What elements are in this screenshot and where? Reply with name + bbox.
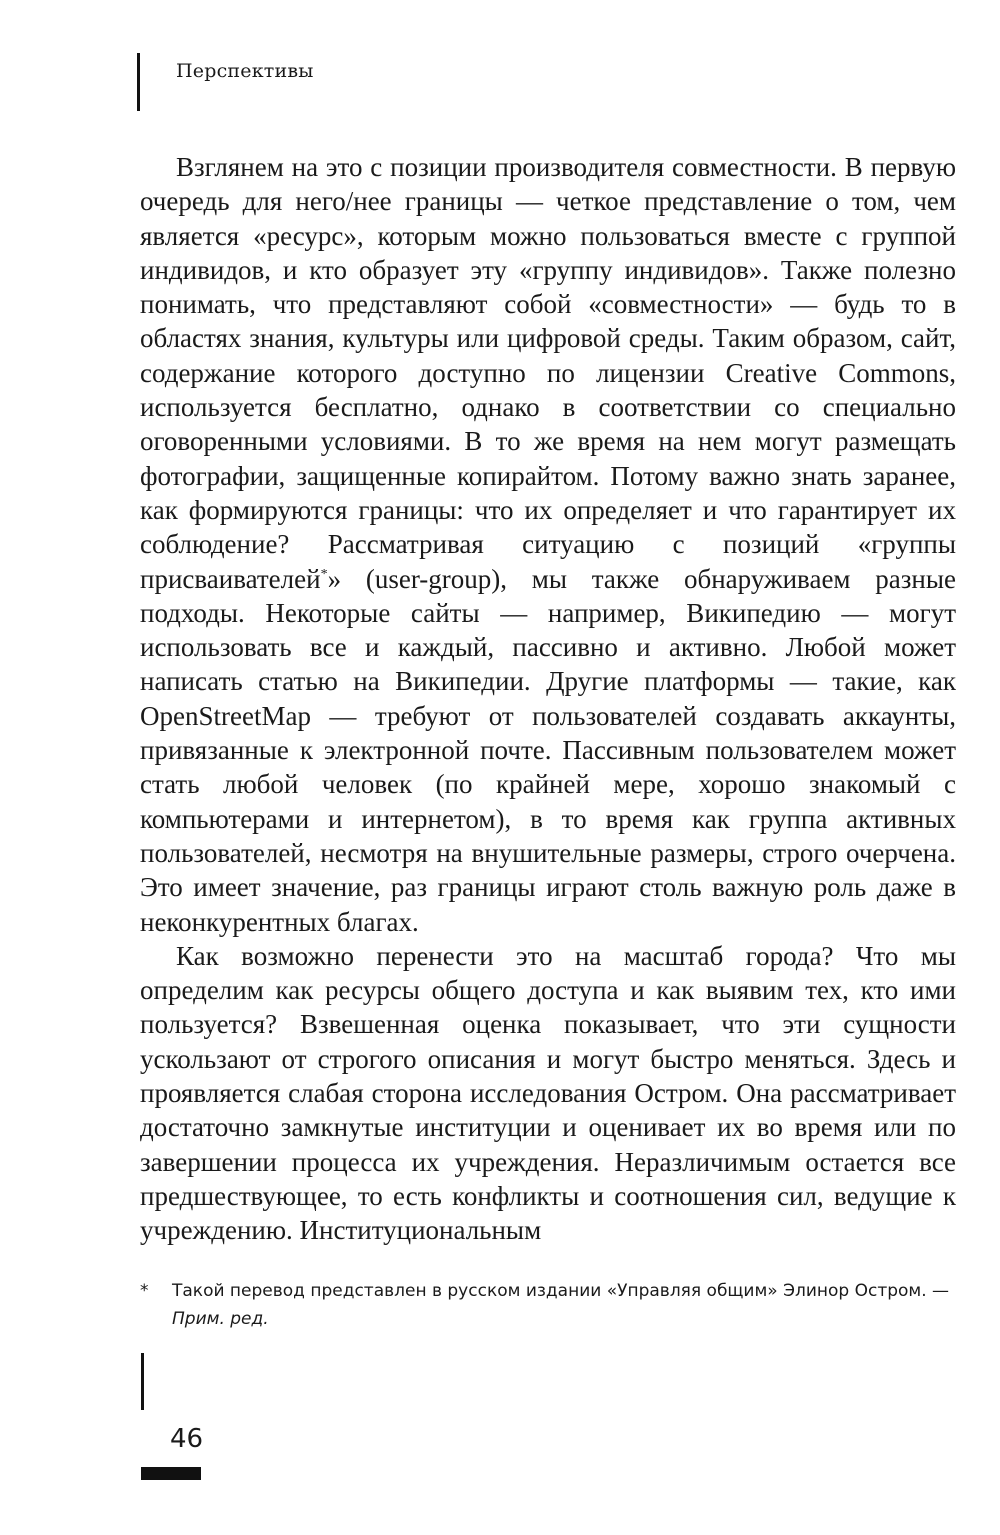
footnote-mark: * — [140, 1281, 149, 1301]
folio-bar — [141, 1467, 201, 1480]
folio-rule — [141, 1353, 144, 1410]
footnote-text — [172, 1277, 956, 1333]
header-rule — [137, 53, 140, 111]
paragraph-1-text-start: Взглянем на это с позиции производителя совместности. В первую очередь для него/нее границы — четкое представление о том, чем является «ресурс», которым можно пользоваться вместе с группой индивидов, и кто образует эту «группу индивидов». Также полезно понимать, что представляют собой «совместности» — будь то в областях знания, культуры или цифровой среды. Таким образом, сайт, содержание которого доступно по лицензии Creative Commons, используется бесплатно, однако в соответствии со специально оговоренными условиями. В то же время на нем могут размещать фотографии, защищенные копирайтом. Потому важно знать заранее, как формируются границы: что их определяет и что гарантирует их соблюдение? Рассматривая ситуацию с позиций «группы присваивателей — [140, 152, 956, 594]
footnote — [140, 1277, 956, 1333]
paragraph-2: Как возможно перенести это на масштаб города? Что мы определим как ресурсы общего доступа и как выявим тех, кто ими пользуется? Взвешенная оценка показывает, что эти сущности ускользают от строгого описания и могут быстро меняться. Здесь и проявляется слабая сторона исследования Остром. Она рассматривает достаточно замкнутые институции и оценивает их во время или по завершении процесса их учреждения. Неразличимым остается все предшествующее, то есть конфликты и соотношения сил, ведущие к учреждению. Институциональным — [140, 940, 956, 1246]
footnote-reference: * — [320, 566, 328, 582]
footnote-editor-note: Прим. ред. — [172, 1309, 269, 1329]
paragraph-1-text-end: » (user-group), мы также обнаруживаем разные подходы. Некоторые сайты — например, Википедию — могут использовать все и каждый, пассивно и активно. Любой может написать статью на Википедии. Другие платформы — такие, как OpenStreetMap — требуют от пользователей создавать аккаунты, привязанные к электронной почте. Пассивным пользователем может стать любой человек (по крайней мере, хорошо знакомый с компьютерами и интернетом), в то время как группа активных пользователей, несмотря на внушительные размеры, строго очерчена. Это имеет значение, раз границы играют столь важную роль даже в неконкурентных благах. — [140, 563, 956, 937]
running-head: Перспективы — [176, 60, 314, 82]
main-text — [140, 150, 956, 1248]
page-number: 46 — [170, 1424, 204, 1454]
footnote-body: Такой перевод представлен в русском издании «Управляя общим» Элинор Остром. — — [172, 1281, 950, 1301]
paragraph-1 — [140, 150, 956, 939]
